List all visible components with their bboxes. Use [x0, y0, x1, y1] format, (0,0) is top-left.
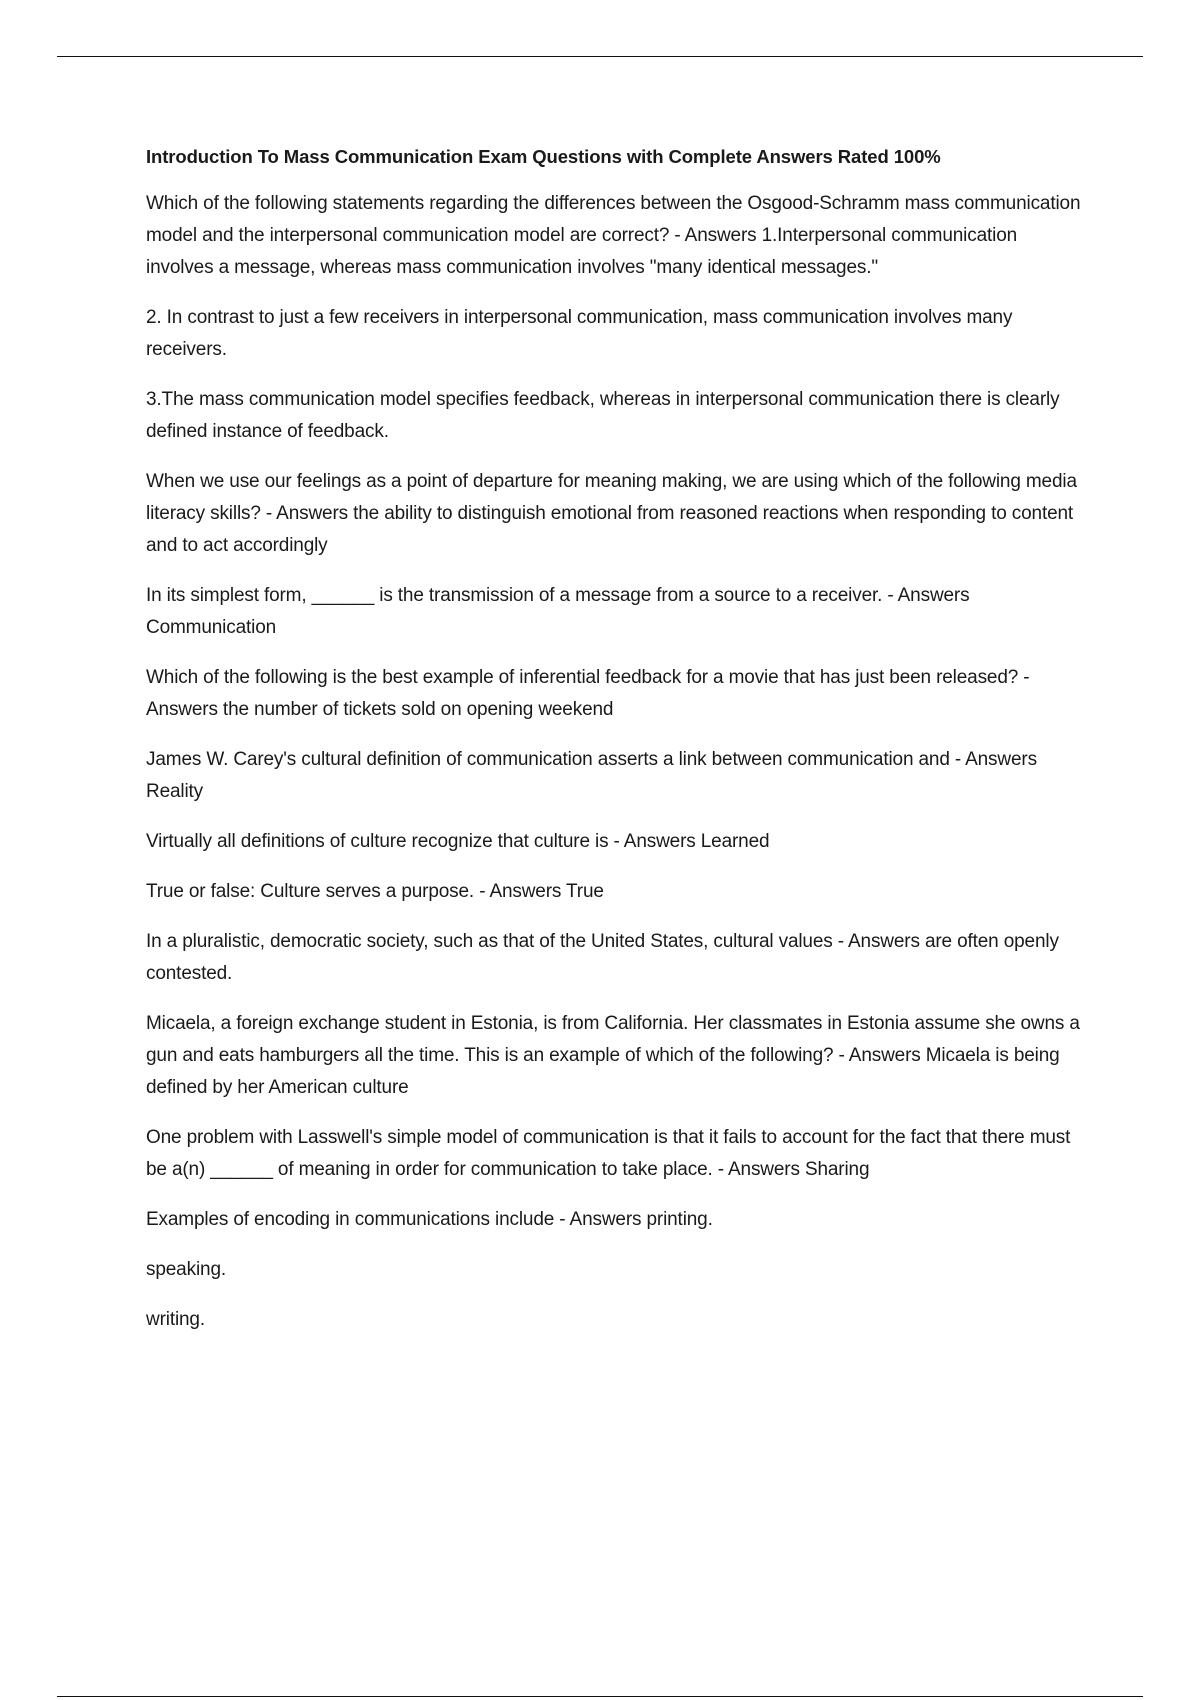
- document-title: Introduction To Mass Communication Exam Questions with Complete Answers Rated 100%: [146, 146, 941, 167]
- question-communication-paragraph: In its simplest form, ______ is the transmission of a message from a source to a receiver. - Answers Communication: [146, 585, 970, 638]
- question-micaela-paragraph: Micaela, a foreign exchange student in Estonia, is from California. Her classmates in Estonia assume she owns a gun and eats hamburgers all the time. This is an example of which of the following? - Answers Micaela is being defined by her American culture: [146, 1013, 1080, 1098]
- header-rule: [57, 56, 1143, 57]
- question-culture-learned-paragraph: Virtually all definitions of culture recognize that culture is - Answers Learned: [146, 831, 770, 852]
- question-1-paragraph: Which of the following statements regarding the differences between the Osgood-Schramm mass communication model and the interpersonal communication model are correct? - Answers 1.Interpersonal communication involves a message, whereas mass communication involves "many identical messages.": [146, 193, 1081, 278]
- answer-item-2-paragraph: 2. In contrast to just a few receivers in interpersonal communication, mass communication involves many receivers.: [146, 307, 1013, 360]
- document-body: [146, 145, 1086, 1354]
- footer-rule: [57, 1696, 1143, 1697]
- encoding-writing-paragraph: writing.: [146, 1309, 205, 1330]
- question-inferential-feedback-paragraph: Which of the following is the best example of inferential feedback for a movie that has just been released? - Answers the number of tickets sold on opening weekend: [146, 667, 1030, 720]
- encoding-speaking-paragraph: speaking.: [146, 1259, 226, 1280]
- question-lasswell-paragraph: One problem with Lasswell's simple model of communication is that it fails to account for the fact that there must be a(n) ______ of meaning in order for communication to take place. - Answers Sharing: [146, 1127, 1071, 1180]
- question-cultural-values-paragraph: In a pluralistic, democratic society, such as that of the United States, cultural values - Answers are often openly contested.: [146, 931, 1059, 984]
- question-carey-paragraph: James W. Carey's cultural definition of communication asserts a link between communication and - Answers Reality: [146, 749, 1037, 802]
- question-encoding-paragraph: Examples of encoding in communications include - Answers printing.: [146, 1209, 713, 1230]
- question-media-literacy-paragraph: When we use our feelings as a point of departure for meaning making, we are using which of the following media literacy skills? - Answers the ability to distinguish emotional from reasoned reactions when responding to content and to act accordingly: [146, 471, 1077, 556]
- answer-item-3-paragraph: 3.The mass communication model specifies feedback, whereas in interpersonal communication there is clearly defined instance of feedback.: [146, 389, 1060, 442]
- question-culture-purpose-paragraph: True or false: Culture serves a purpose. - Answers True: [146, 881, 604, 902]
